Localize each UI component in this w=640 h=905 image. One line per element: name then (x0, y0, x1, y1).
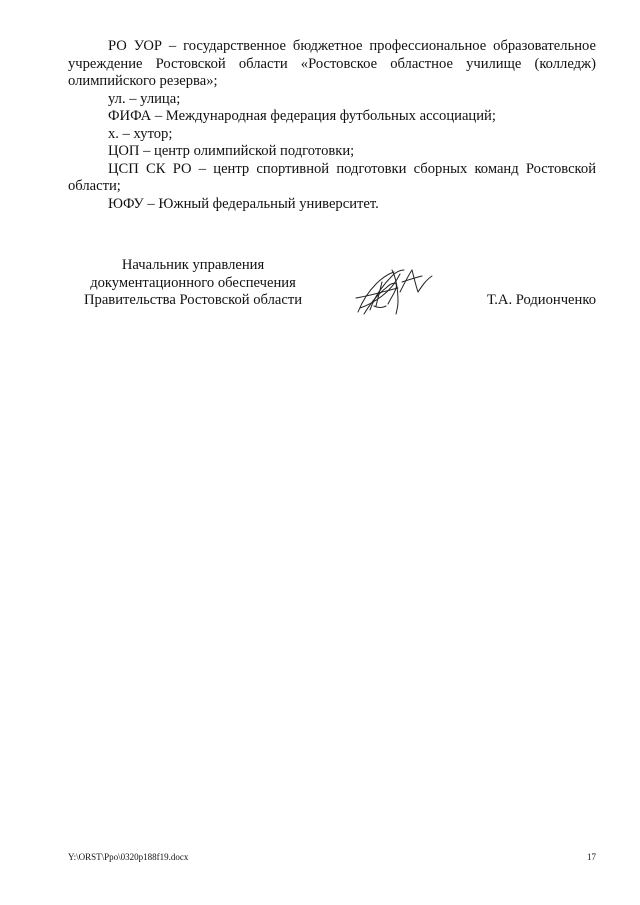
abbreviations-list (68, 38, 596, 213)
signatory-title-line: документационного обеспечения (90, 274, 296, 291)
signatory-title-line: Начальник управления (121, 257, 265, 273)
abbreviation-item: РО УОР – государственное бюджетное профессиональное образовательное учреждение Ростовской области «Ростовское областное училище (колледж) олимпийского резерва»; (68, 38, 596, 89)
signatory-title-line: Правительства Ростовской области (83, 292, 303, 308)
signatory-title (68, 257, 318, 310)
handwritten-signature (352, 262, 436, 318)
abbreviation-item: ул. – улица; (108, 90, 181, 107)
abbreviation-item: ЮФУ – Южный федеральный университет. (108, 195, 379, 212)
footer-file-path: Y:\ORST\Ppo\0320p188f19.docx (68, 852, 189, 862)
abbreviation-item: ФИФА – Международная федерация футбольных ассоциаций; (108, 108, 496, 124)
abbreviation-item: ЦОП – центр олимпийской подготовки; (108, 143, 355, 159)
footer-page-number: 17 (587, 852, 596, 862)
abbreviation-item: х. – хутор; (108, 125, 173, 142)
abbreviation-item: ЦСП СК РО – центр спортивной подготовки сборных команд Ростовской области; (68, 160, 596, 194)
signatory-name: Т.А. Родионченко (486, 292, 596, 308)
